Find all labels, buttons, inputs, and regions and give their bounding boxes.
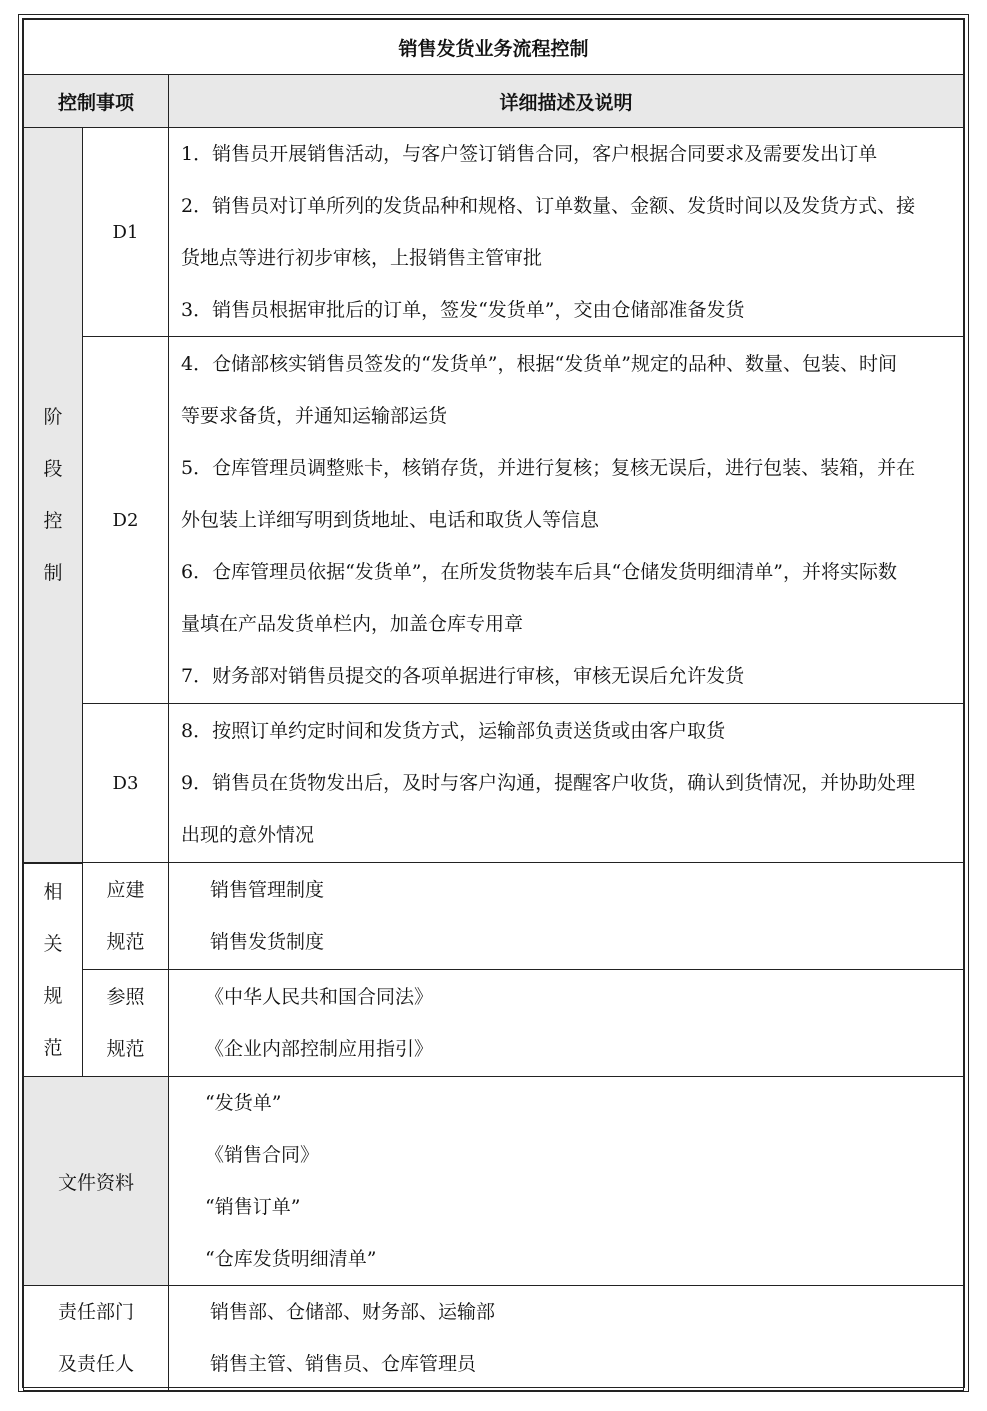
list-item: 量填在产品发货单栏内，加盖仓库专用章 bbox=[181, 613, 524, 635]
stage-d1-description bbox=[169, 128, 964, 337]
norms-reference-items bbox=[169, 970, 964, 1077]
table-title: 销售发货业务流程控制 bbox=[24, 20, 964, 75]
list-item: 7．财务部对销售员提交的各项单据进行审核，审核无误后允许发货 bbox=[181, 665, 745, 687]
table-border bbox=[22, 18, 965, 1388]
list-item: 货地点等进行初步审核，上报销售主管审批 bbox=[181, 247, 543, 269]
list-item: 《企业内部控制应用指引》 bbox=[205, 1038, 434, 1060]
header-description: 详细描述及说明 bbox=[169, 75, 964, 128]
list-item: 销售主管、销售员、仓库管理员 bbox=[210, 1353, 477, 1375]
control-table bbox=[23, 19, 964, 1391]
stage-control-label: 阶 段 控 制 bbox=[24, 128, 83, 863]
list-item: 《销售合同》 bbox=[205, 1144, 320, 1166]
stage-d3-description bbox=[169, 704, 964, 863]
list-item: 销售发货制度 bbox=[210, 931, 325, 953]
stage-code-d2: D2 bbox=[83, 337, 169, 704]
list-item: 出现的意外情况 bbox=[181, 824, 315, 846]
list-item: 8．按照订单约定时间和发货方式，运输部负责送货或由客户取货 bbox=[181, 720, 726, 742]
list-item: 5．仓库管理员调整账卡，核销存货，并进行复核；复核无误后，进行包装、装箱，并在 bbox=[181, 457, 916, 479]
responsible-label: 责任部门 及责任人 bbox=[24, 1286, 169, 1391]
list-item: 2．销售员对订单所列的发货品种和规格、订单数量、金额、发货时间以及发货方式、接 bbox=[181, 195, 916, 217]
norms-build-items bbox=[169, 863, 964, 970]
stage-code-d1: D1 bbox=[83, 128, 169, 337]
list-item: 销售部、仓储部、财务部、运输部 bbox=[210, 1301, 496, 1323]
list-item: 外包装上详细写明到货地址、电话和取货人等信息 bbox=[181, 509, 600, 531]
files-items bbox=[169, 1077, 964, 1286]
norms-build-label: 应建 规范 bbox=[83, 863, 169, 970]
responsible-items bbox=[169, 1286, 964, 1391]
related-norms-label: 相 关 规 范 bbox=[24, 863, 83, 1077]
list-item: 6．仓库管理员依据“发货单”，在所发货物装车后具“仓储发货明细清单”，并将实际数 bbox=[181, 561, 897, 583]
list-item: 9．销售员在货物发出后，及时与客户沟通，提醒客户收货，确认到货情况，并协助处理 bbox=[181, 772, 916, 794]
list-item: 《中华人民共和国合同法》 bbox=[205, 986, 434, 1008]
page-frame bbox=[18, 14, 969, 1392]
header-control-items: 控制事项 bbox=[24, 75, 169, 128]
stage-code-d3: D3 bbox=[83, 704, 169, 863]
list-item: 4．仓储部核实销售员签发的“发货单”，根据“发货单”规定的品种、数量、包装、时间 bbox=[181, 353, 897, 375]
list-item: “仓库发货明细清单” bbox=[205, 1248, 377, 1270]
list-item: 销售管理制度 bbox=[210, 879, 325, 901]
list-item: “发货单” bbox=[205, 1092, 282, 1114]
files-label: 文件资料 bbox=[24, 1077, 169, 1286]
list-item: “销售订单” bbox=[205, 1196, 301, 1218]
list-item: 3．销售员根据审批后的订单，签发“发货单”，交由仓储部准备发货 bbox=[181, 299, 745, 321]
list-item: 1．销售员开展销售活动，与客户签订销售合同，客户根据合同要求及需要发出订单 bbox=[181, 143, 878, 165]
list-item: 等要求备货，并通知运输部运货 bbox=[181, 405, 448, 427]
norms-reference-label: 参照 规范 bbox=[83, 970, 169, 1077]
stage-d2-description bbox=[169, 337, 964, 704]
